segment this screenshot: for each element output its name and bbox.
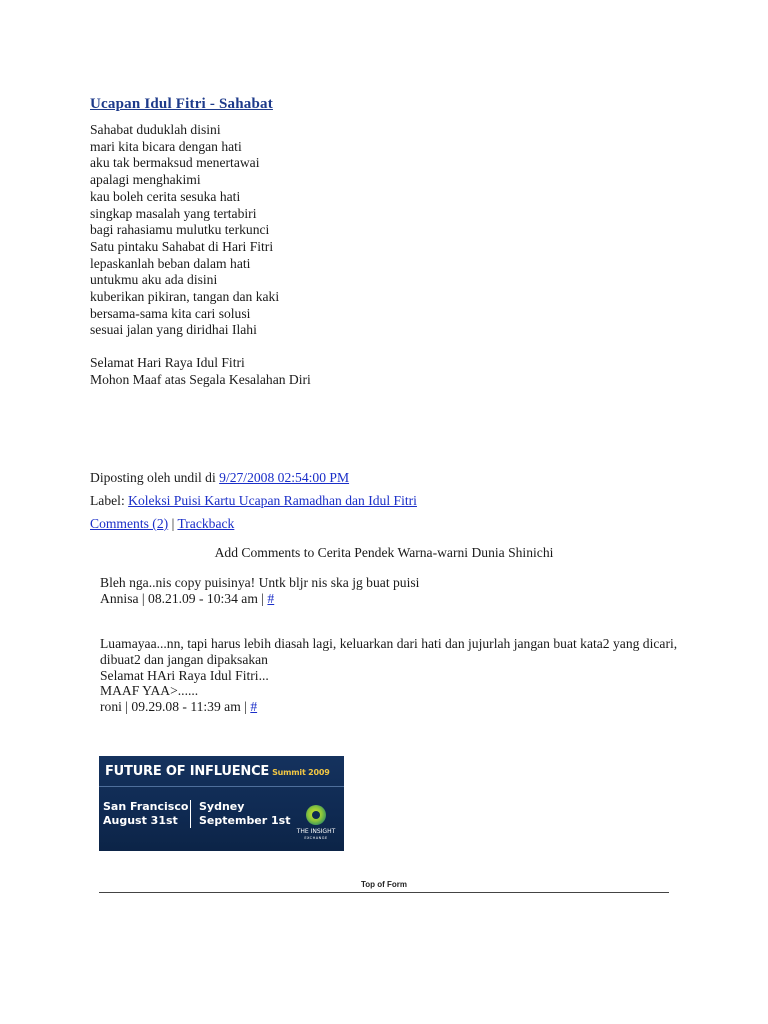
ad-city: San Francisco — [103, 800, 189, 813]
ad-summit-text: Summit 2009 — [272, 768, 330, 777]
comment-body-line: Selamat HAri Raya Idul Fitri... — [100, 667, 269, 683]
comment-author-date: Annisa | 08.21.09 - 10:34 am | — [100, 590, 268, 606]
poem-line: singkap masalah yang tertabiri — [90, 205, 257, 221]
top-of-form-label: Top of Form — [360, 880, 408, 889]
poem-line: Sahabat duduklah disini — [90, 122, 221, 137]
post-datetime-link[interactable]: 9/27/2008 02:54:00 PM — [219, 470, 350, 485]
ad-headline — [105, 764, 330, 779]
comment-body-line: MAAF YAA>...... — [100, 683, 199, 699]
ad-logo-text — [289, 828, 343, 842]
comments-link[interactable]: Comments (2) — [90, 516, 169, 531]
post-byline — [90, 470, 359, 486]
insight-logo-icon — [306, 805, 326, 825]
poem-line: bersama-sama kita cari solusi — [90, 305, 251, 321]
ad-date: September 1st — [199, 814, 291, 827]
poem-line: untukmu aku ada disini — [90, 272, 218, 288]
poem-line: lepaskanlah beban dalam hati — [90, 255, 251, 271]
link-separator: | — [168, 516, 178, 531]
ad-date: August 31st — [103, 814, 178, 827]
comment-permalink[interactable]: # — [250, 699, 258, 715]
poem-line: bagi rahasiamu mulutku terkunci — [90, 222, 270, 238]
add-comments-heading: Add Comments to Cerita Pendek Warna-warni Dunia Shinichi — [214, 545, 554, 560]
post-footer-links — [90, 516, 234, 532]
comment-body: Bleh nga..nis copy puisinya! Untk bljr nis ska jg buat puisi — [100, 575, 420, 590]
ad-location-sf — [103, 800, 188, 828]
poem-line: kuberikan pikiran, tangan dan kaki — [90, 289, 280, 305]
poem-line: apalagi menghakimi — [90, 172, 201, 188]
closing-line: Mohon Maaf atas Segala Kesalahan Diri — [90, 371, 311, 387]
label-link[interactable]: Koleksi Puisi Kartu Ucapan Ramadhan dan Idul Fitri — [128, 493, 417, 508]
form-divider — [99, 892, 669, 893]
ad-headline-text: FUTURE OF INFLUENCE — [105, 764, 270, 779]
comment-signature — [100, 699, 680, 715]
ad-banner[interactable] — [99, 756, 344, 851]
poem-line: kau boleh cerita sesuka hati — [90, 188, 241, 204]
posted-by-text: Diposting oleh undil di — [90, 470, 220, 485]
comment-item — [100, 636, 680, 715]
ad-location-sydney — [199, 800, 291, 828]
poem-line: aku tak bermaksud menertawai — [90, 155, 260, 171]
poem-closing — [90, 355, 311, 388]
comment-body: Luamayaa...nn, tapi harus lebih diasah lagi, keluarkan dari hati dan jujurlah jangan buat kata2 yang dicari, dibuat2 dan jangan dipaksakan — [100, 636, 678, 667]
comment-signature — [100, 591, 419, 607]
comment-permalink[interactable]: # — [267, 590, 275, 606]
poem-line: Satu pintaku Sahabat di Hari Fitri — [90, 238, 274, 254]
ad-vertical-divider — [190, 800, 191, 828]
poem-line: mari kita bicara dengan hati — [90, 138, 242, 154]
comment-author-date: roni | 09.29.08 - 11:39 am | — [100, 699, 251, 715]
trackback-link[interactable]: Trackback — [177, 516, 235, 531]
comment-item — [100, 575, 419, 607]
poem-line: sesuai jalan yang diridhai Ilahi — [90, 322, 257, 338]
post-title-link[interactable]: Ucapan Idul Fitri - Sahabat — [90, 96, 273, 112]
poem-body — [90, 122, 279, 339]
label-prefix: Label: — [90, 493, 129, 508]
ad-logo-name: THE INSIGHT — [296, 828, 336, 835]
post-labels — [90, 493, 417, 509]
closing-line: Selamat Hari Raya Idul Fitri — [90, 355, 245, 370]
ad-logo-subtext: EXCHANGE — [304, 836, 328, 840]
ad-city: Sydney — [199, 800, 245, 813]
ad-divider — [99, 786, 344, 787]
